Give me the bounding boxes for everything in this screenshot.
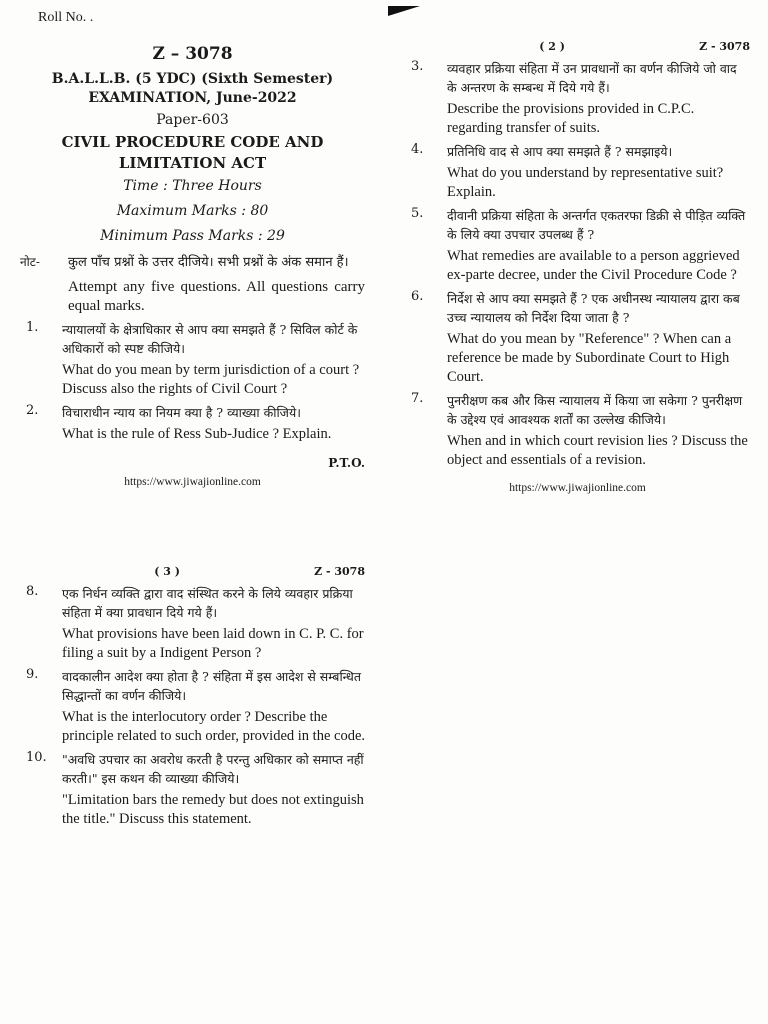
question-body [447,206,750,285]
exam-time: Time : Three Hours [123,178,262,194]
question-body [62,667,365,746]
question-hindi: प्रतिनिधि वाद से आप क्या समझते हैं ? समझाइये। [447,144,673,159]
black-corner-mark [388,6,420,16]
question-number: 10. [26,750,47,765]
question-english: When and in which court revision lies ? Discuss the object and essentials of a revision. [447,433,748,468]
question-hindi: वादकालीन आदेश क्या होता है ? संहिता में इस आदेश से सम्बन्धित सिद्धान्तों का वर्णन कीजिये। [62,669,361,703]
question-item [405,289,750,387]
question-item [20,667,365,746]
question-hindi: व्यवहार प्रक्रिया संहिता में उन प्रावधानों का वर्णन कीजिये जो वाद के अन्तरण के सम्बन्ध में दिये गये हैं। [447,61,737,95]
question-item [20,750,365,829]
question-item [405,206,750,285]
question-body [62,584,365,663]
page-2 [405,40,750,494]
question-item [20,320,365,399]
note-hindi: कुल पाँच प्रश्नों के उत्तर दीजिये। सभी प्रश्नों के अंक समान हैं। [68,255,349,270]
question-number: 8. [26,584,39,599]
question-body [447,142,750,202]
exam-title: EXAMINATION, June-2022 [88,90,297,106]
website-url: https://www.jiwajionline.com [124,476,261,488]
question-item [405,142,750,202]
page-number: ( 2 ) [539,40,565,53]
question-hindi: न्यायालयों के क्षेत्राधिकार से आप क्या समझते हैं ? सिविल कोर्ट के अधिकारों को स्पष्ट कीजिये। [62,322,358,356]
question-item [405,391,750,470]
question-english: What do you mean by term jurisdiction of a court ? Discuss also the rights of Civil Court ? [62,362,360,397]
question-item [20,403,365,444]
question-english: What is the rule of Ress Sub-Judice ? Explain. [62,426,332,442]
question-hindi: एक निर्धन व्यक्ति द्वारा वाद संस्थित करने के लिये व्यवहार प्रक्रिया संहिता में क्या प्रावधान दिये गये हैं। [62,586,353,620]
question-body [447,59,750,138]
question-english: What is the interlocutory order ? Describe the principle related to such order, provided in the code. [62,709,366,744]
paper-number: Paper-603 [156,112,229,128]
minimum-pass-marks: Minimum Pass Marks : 29 [100,228,285,244]
note-label: नोट- [20,255,40,269]
note-body [68,253,365,316]
subject-line-1: CIVIL PROCEDURE CODE AND [61,133,324,151]
question-number: 5. [411,206,424,221]
page-header [405,40,750,53]
header-code: Z - 3078 [314,565,365,578]
course-title: B.A.L.L.B. (5 YDC) (Sixth Semester) [51,71,334,87]
note-english: Attempt any five questions. All questions carry equal marks. [68,279,365,314]
question-body [62,750,365,829]
question-body [447,289,750,387]
question-english: Describe the provisions provided in C.P.C. regarding transfer of suits. [447,101,695,136]
question-hindi: विचाराधीन न्याय का नियम क्या है ? व्याख्या कीजिये। [62,405,301,420]
maximum-marks: Maximum Marks : 80 [116,203,269,219]
question-body [447,391,750,470]
question-hindi: निर्देश से आप क्या समझते हैं ? एक अधीनस्थ न्यायालय द्वारा कब उच्च न्यायालय को निर्देश दिया जाता है ? [447,291,740,325]
instructions-note [20,253,365,316]
question-number: 2. [26,403,39,418]
question-item [405,59,750,138]
question-number: 9. [26,667,39,682]
question-body [62,403,365,444]
question-english: What do you mean by "Reference" ? When can a reference be made by Subordinate Court to High Court. [447,331,732,385]
paper-code: Z – 3078 [152,44,233,64]
question-number: 1. [26,320,39,335]
question-number: 4. [411,142,424,157]
question-english: "Limitation bars the remedy but does not extinguish the title." Discuss this statement. [62,792,364,827]
question-hindi: "अवधि उपचार का अवरोध करती है परन्तु अधिकार को समाप्त नहीं करती।" इस कथन की व्याख्या कीजिये। [62,752,364,786]
question-body [62,320,365,399]
pto-label: P.T.O. [328,456,365,470]
question-english: What remedies are available to a person aggrieved ex-parte decree, under the Civil Procedure Code ? [447,248,740,283]
question-english: What provisions have been laid down in C. P. C. for filing a suit by a Indigent Person ? [62,626,364,661]
roll-number-label: Roll No. . [38,10,94,25]
header-code: Z - 3078 [699,40,750,53]
question-hindi: दीवानी प्रक्रिया संहिता के अन्तर्गत एकतरफा डिक्री से पीड़ित व्यक्ति के लिये क्या उपचार उपलब्ध हैं ? [447,208,746,242]
website-url: https://www.jiwajionline.com [509,482,646,494]
question-number: 6. [411,289,424,304]
page-3 [20,565,365,829]
subject-line-2: LIMITATION ACT [118,154,267,172]
question-hindi: पुनरीक्षण कब और किस न्यायालय में किया जा सकेगा ? पुनरीक्षण के उद्देश्य एवं आवश्यक शर्तों का उल्लेख कीजिये। [447,393,743,427]
page-number: ( 3 ) [154,565,180,578]
question-english: What do you understand by representative suit? Explain. [447,165,724,200]
question-item [20,584,365,663]
page-1 [20,10,365,488]
page-header [20,565,365,578]
question-number: 7. [411,391,424,406]
question-number: 3. [411,59,424,74]
